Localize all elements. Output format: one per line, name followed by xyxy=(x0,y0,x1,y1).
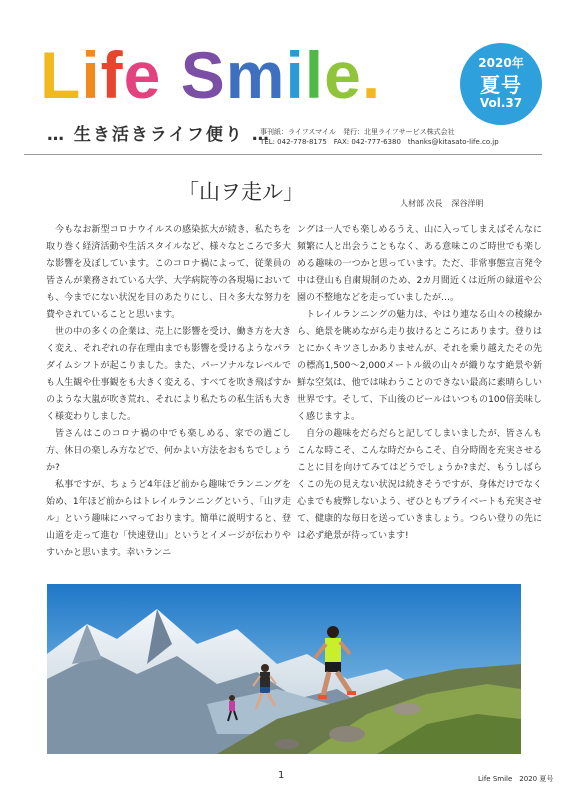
logo-letter: m xyxy=(225,38,286,112)
trail-running-photo xyxy=(47,584,521,754)
issue-volume: Vol.37 xyxy=(479,96,523,110)
footer-publication-mark: Life Smile 2020 夏号 xyxy=(478,775,554,783)
logo-letter: f xyxy=(100,38,124,112)
logo-letter: l xyxy=(304,38,325,112)
logo-life-smile xyxy=(40,30,460,120)
byline xyxy=(400,198,484,209)
paragraph: トレイルランニングの魅力は、やはり連なる山々の稜線から、絶景を眺めながら走り抜けるところにあります。登りはとにかくキツさしかありませんが、それを乗り越えたその先の標高1,500～2,000メートル級の山々が織りなす絶景や新鮮な空気は、他では味わうことのできない最高に素晴らしい世界です。そして、下山後のビールはいつもの100倍美味しく感じますよ。 xyxy=(297,310,542,422)
logo-letter: e xyxy=(324,38,362,112)
paragraph: 世の中の多くの企業は、売上に影響を受け、働き方を大きく変え、それぞれの存在理由までも影響を受けるようなパラダイムシフトが起こりました。また、パーソナルなレベルでも人生観や仕事観をも大きく変える、すべてを吹き飛ばすかのような大嵐が吹き荒れ、それにより私たちの私生活も大きく様変わりしました。 xyxy=(46,327,291,422)
logo-letter: . xyxy=(361,38,382,112)
logo-letter: i xyxy=(81,38,101,112)
logo-letter: i xyxy=(285,38,305,112)
paragraph: 自分の趣味をだらだらと記してしまいましたが、皆さんもこんな時こそ、こんな時だからこそ、自分時間を充実させることに目を向けてみてはどうでしょうか?まだ、もうしばらくこの先の見えない状況は続きそうですが、身体だけでなく心までも疲弊しないよう、ぜひともプライベートも充実させて、健康的な毎日を送っていきましょう。つらい登りの先には必ず絶景が待っています! xyxy=(297,429,542,541)
issue-season: 夏号 xyxy=(480,73,522,97)
tagline: … 生き活きライフ便り … xyxy=(47,125,271,145)
byline-name: 深谷洋明 xyxy=(451,199,484,208)
byline-dept: 人材部 次長 xyxy=(400,199,443,208)
paragraph: 今もなお新型コロナウイルスの感染拡大が続き、私たちを取り巻く経済活動や生活スタイルなど、様々なところで多大な影響を及ぼしています。このコロナ禍によって、従業員の皆さんが業務されている大学、大学病院等の各現場においても、今までにない状況を目のあたりにし、日々多大な努力を費やされていることと思います。 xyxy=(46,225,291,320)
logo-letter: S xyxy=(180,38,226,112)
contact-line: TEL: 042-778-8175 FAX: 042-777-6380 thanks@kitasato-life.co.jp xyxy=(260,138,499,146)
logo-letter: e xyxy=(123,38,162,112)
paragraph: 皆さんはこのコロナ禍の中でも楽しめる、家での過ごし方、休日の楽しみ方などで、何かよい方法をおもちでしょうか? xyxy=(46,429,291,473)
article-title: 「山ヲ走ル」 xyxy=(178,180,304,204)
article-column-left xyxy=(46,222,291,562)
article-column-right xyxy=(297,222,542,545)
publisher-info xyxy=(260,127,550,147)
page-number: 1 xyxy=(278,770,285,781)
paragraph: 私事ですが、ちょうど4年ほど前から趣味でランニングを始め、1年ほど前からはトレイルランニングという、「山ヲ走ル」という趣味にハマっております。簡単に説明すると、登山道を走って進む「快速登山」というとイメージが伝わりやすいかと思います。幸いランニ xyxy=(46,480,291,558)
issue-year: 2020年 xyxy=(478,56,524,70)
header-divider xyxy=(24,154,542,155)
publisher-line: 事刊紙：ライフスマイル 発行：北里ライフサービス株式会社 xyxy=(260,128,455,136)
logo-letter xyxy=(161,30,180,120)
issue-badge xyxy=(460,43,542,125)
logo-letter: L xyxy=(40,38,82,112)
paragraph: ングは一人でも楽しめるうえ、山に入ってしまえばそんなに頻繁に人と出会うこともなく、ある意味このご時世でも楽しめる趣味の一つかと思っています。ただ、非常事態宣言発令中は登山も自粛規制のため、2カ月間近くは近所の緑道や公園の不整地などを走っていましたが…。 xyxy=(297,225,542,303)
